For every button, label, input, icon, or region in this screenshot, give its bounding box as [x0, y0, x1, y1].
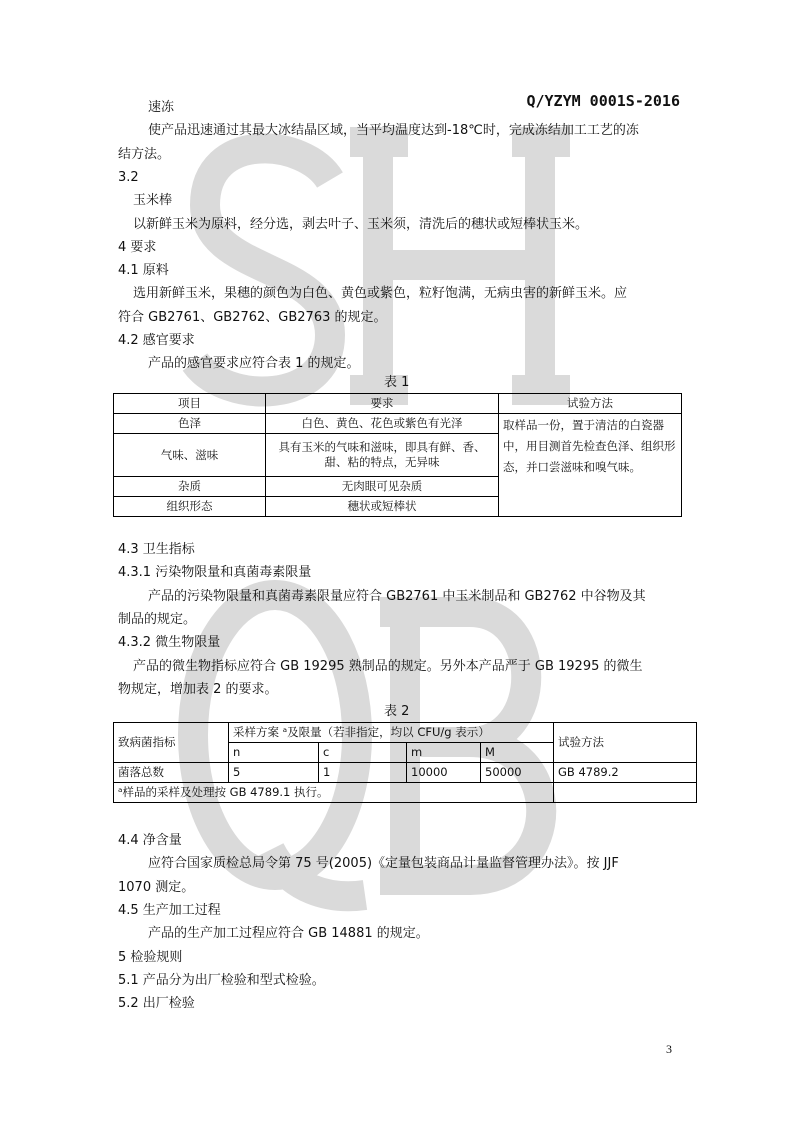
text-line: 符合 GB2761、GB2762、GB2763 的规定。	[118, 309, 387, 325]
text-line: 4.3 卫生指标	[118, 542, 195, 557]
text-line: 物规定，增加表 2 的要求。	[118, 681, 278, 697]
th: m	[407, 743, 481, 763]
cell: 色泽	[114, 414, 266, 434]
th: 要求	[266, 394, 499, 414]
cell: 5	[229, 763, 319, 783]
table-1	[113, 393, 682, 517]
table-2	[113, 722, 697, 803]
text-line: 5.2 出厂检验	[118, 996, 195, 1012]
text-line: 产品的生产加工过程应符合 GB 14881 的规定。	[148, 926, 429, 942]
cell: GB 4789.2	[554, 763, 697, 783]
text-line: 4.2 感官要求	[118, 333, 195, 348]
text-line: 4.4 净含量	[118, 833, 182, 848]
text-line: 1070 测定。	[118, 879, 195, 895]
method-cell: 取样品一份，置于清洁的白瓷器中，用目测首先检查色泽、组织形态，并口尝滋味和嗅气味。	[499, 414, 682, 517]
text-line: 4.1 原料	[118, 263, 169, 279]
text-line: 4.3.2 微生物限量	[118, 635, 221, 651]
text-line: 4.3.1 污染物限量和真菌毒素限量	[118, 565, 312, 581]
text-line: 速冻	[148, 100, 175, 115]
text-line: 5 检验规则	[118, 949, 183, 965]
cell: 白色、黄色、花色或紫色有光泽	[266, 414, 499, 434]
cell: 穗状或短棒状	[266, 497, 499, 517]
cell	[554, 783, 697, 803]
text-line: 3.2	[118, 169, 139, 185]
cell: 具有玉米的气味和滋味，即具有鲜、香、甜、粘的特点，无异味	[266, 434, 499, 477]
text-line: 应符合国家质检总局令第 75 号(2005)《定量包装商品计量监督管理办法》。按 JJF	[148, 856, 619, 872]
text-line: 玉米棒	[133, 193, 173, 209]
th: c	[319, 743, 407, 763]
text-line: 使产品迅速通过其最大冰结晶区域，当平均温度达到-18℃时，完成冻结加工工艺的冻	[148, 123, 639, 139]
cell: 组织形态	[114, 497, 266, 517]
text-line: 5.1 产品分为出厂检验和型式检验。	[118, 972, 325, 988]
doc-code: Q/YZYM 0001S-2016	[526, 92, 680, 110]
cell: 气味、滋味	[114, 434, 266, 477]
table1-caption: 表 1	[384, 375, 410, 390]
text-line: 结方法。	[118, 146, 171, 162]
th: 采样方案 ᵃ及限量（若非指定，均以 CFU/g 表示）	[229, 723, 554, 743]
text-line: 以新鲜玉米为原料，经分选，剥去叶子、玉米须，清洗后的穗状或短棒状玉米。	[133, 216, 589, 232]
text-line: 选用新鲜玉米，果穗的颜色为白色、黄色或紫色，粒籽饱满，无病虫害的新鲜玉米。应	[133, 286, 628, 302]
th: 试验方法	[499, 394, 682, 414]
cell: 杂质	[114, 477, 266, 497]
text-line: 产品的感官要求应符合表 1 的规定。	[148, 356, 360, 372]
th: M	[481, 743, 554, 763]
th: 项目	[114, 394, 266, 414]
table2-caption: 表 2	[384, 704, 410, 719]
th: 试验方法	[554, 723, 697, 763]
watermark-letter-h	[350, 140, 570, 392]
text-line: 产品的污染物限量和真菌毒素限量应符合 GB2761 中玉米制品和 GB2762 中谷物及其	[148, 588, 646, 604]
page-number: 3	[666, 1042, 672, 1056]
text-line: 4.5 生产加工过程	[118, 902, 221, 918]
cell: 菌落总数	[114, 763, 229, 783]
cell: 10000	[407, 763, 481, 783]
th: n	[229, 743, 319, 763]
cell: 50000	[481, 763, 554, 783]
note: ᵃ样品的采样及处理按 GB 4789.1 执行。	[114, 783, 554, 803]
text-line: 4 要求	[118, 239, 157, 255]
text-line: 制品的规定。	[118, 611, 197, 627]
text-line: 产品的微生物指标应符合 GB 19295 熟制品的规定。另外本产品严于 GB 19295 的微生	[133, 658, 643, 674]
cell: 1	[319, 763, 407, 783]
cell: 无肉眼可见杂质	[266, 477, 499, 497]
th: 致病菌指标	[114, 723, 229, 763]
